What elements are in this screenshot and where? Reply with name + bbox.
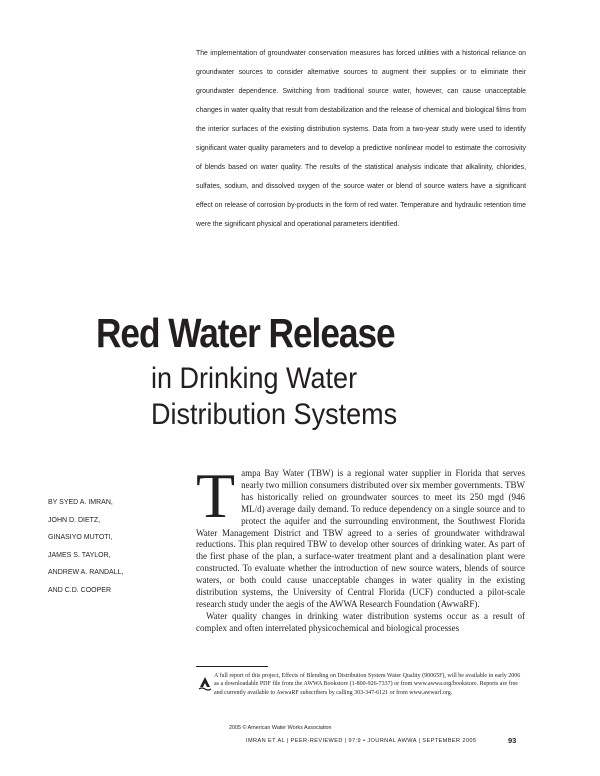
article-title: Red Water Release xyxy=(96,310,395,356)
drop-cap: T xyxy=(196,460,236,531)
copyright: 2005 © American Water Works Association xyxy=(229,725,332,731)
running-footer: IMRAN ET AL | PEER-REVIEWED | 97:9 • JOURNAL AWWA | SEPTEMBER 2005 xyxy=(246,738,477,744)
author-line: JOHN D. DIETZ, xyxy=(48,516,101,524)
author-line: JAMES S. TAYLOR, xyxy=(48,551,111,559)
author-line: GINASIYO MUTOTI, xyxy=(48,534,113,542)
author-list xyxy=(48,494,168,600)
footnote: A full report of this project, Effects of Blending on Distribution System Water Quality (90065F), will be available in early 2006 as a downloadable PDF file from the AWWA Bookstore (1-800-926-7337) or from www.awwa.org/bookstore. Reports are free and currently available to AwwaRF subscribers by calling 303-347-6121 or from www.awwarf.org. xyxy=(214,673,521,696)
author-line: BY SYED A. IMRAN, xyxy=(48,499,113,506)
page-number: 93 xyxy=(508,736,517,745)
article-title-line-2: in Drinking Water xyxy=(151,362,358,395)
author-line: ANDREW A. RANDALL, xyxy=(48,569,124,577)
body-paragraph: Water quality changes in drinking water distribution systems occur as a result of complex and often interrelated physicochemical and biological processes xyxy=(196,610,525,633)
author-line: AND C.D. COOPER xyxy=(48,586,112,594)
body-text xyxy=(196,460,525,635)
awwarf-logo-icon xyxy=(198,676,212,692)
footnote-divider xyxy=(196,666,268,667)
abstract: The implementation of groundwater conservation measures has forced utilities with a historical reliance on groundwater sources to consider alternative sources to augment their supplies or to eliminate their groundwater dependence. Switching from traditional source water, however, can cause unacceptable changes in water quality that result from destabilization and the release of chemical and biological films from the interior surfaces of the existing distribution systems. Data from a two-year study were used to identify significant water quality parameters and to develop a predictive nonlinear model to estimate the corrosivity of blends based on water quality. The results of the statistical analysis indicate that alkalinity, chlorides, sulfates, sodium, and dissolved oxygen of the source water or blend of source waters have a significant effect on release of corrosion by-products in the form of red water. Temperature and hydraulic retention time were the significant physical and operational parameters identified. xyxy=(196,50,526,228)
body-paragraph: ampa Bay Water (TBW) is a regional water supplier in Florida that serves nearly two million consumers distributed over six member governments. TBW has historically relied on groundwater sources to meet its 250 mgd (946 ML/d) average daily demand. To reduce dependency on a single source and to protect the aquifer and the surrounding environment, the Southwest Florida Water Management District and TBW agreed to a series of groundwater withdrawal reductions. This plan required TBW to develop other sources of drinking water. As part of the first phase of the plan, a surface-water treatment plant and a desalination plant were constructed. To evaluate whether the introduction of new source waters, blends of source waters, or both could cause unacceptable changes in water quality in the existing distribution systems, the University of Central Florida (UCF) conducted a pilot-scale research study under the aegis of the AWWA Research Foundation (AwwaRF). xyxy=(196,468,525,609)
article-title-line-3: Distribution Systems xyxy=(151,398,398,431)
